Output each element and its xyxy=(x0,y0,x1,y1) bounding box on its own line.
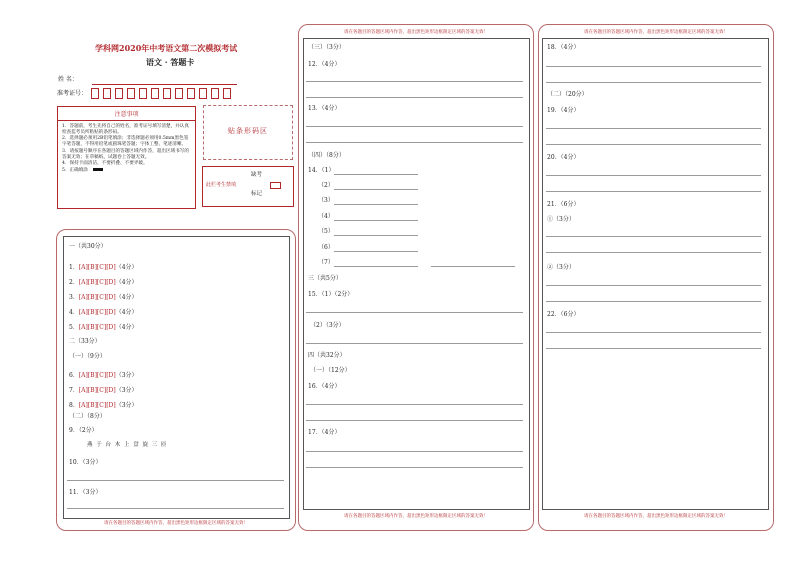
question-score: （4分） xyxy=(115,309,138,316)
question-score: （3分） xyxy=(115,387,138,394)
question-3[interactable] xyxy=(69,292,138,301)
question-14-item: （7） xyxy=(318,259,334,266)
answer-line[interactable] xyxy=(546,301,761,302)
question-7[interactable] xyxy=(69,385,138,394)
warning-text-2: 请在各题目的答题区域内作答，超出黑色矩形边框限定区域的答案无效！ xyxy=(344,30,488,35)
question-18: 18．（4分） xyxy=(547,44,580,51)
question-8[interactable] xyxy=(69,400,138,409)
note-item: 4．保持卡面清洁，不要折叠、不要弄破。 xyxy=(62,161,148,167)
answer-options[interactable]: [A][B][C][D] xyxy=(78,264,116,271)
question-13: 13．（4分） xyxy=(308,105,341,112)
answer-line[interactable] xyxy=(334,174,418,175)
answer-line[interactable] xyxy=(334,220,418,221)
id-box[interactable] xyxy=(175,88,183,99)
id-box[interactable] xyxy=(211,88,219,99)
warning-text-2-bottom: 请在各题目的答题区域内作答，超出黑色矩形边框限定区域的答案无效！ xyxy=(344,514,488,519)
question-number: 2． xyxy=(69,279,79,286)
question-11: 11．（3分） xyxy=(69,489,102,496)
note-item-correct-fill xyxy=(62,168,191,174)
question-score: （4分） xyxy=(115,264,138,271)
notes-title: 注意事项 xyxy=(58,107,195,121)
question-10: 10．（3分） xyxy=(69,459,102,466)
question-number: 8． xyxy=(69,402,79,409)
answer-line[interactable] xyxy=(67,480,284,481)
answer-options[interactable]: [A][B][C][D] xyxy=(78,279,116,286)
answer-line[interactable] xyxy=(431,266,515,267)
note-item: 3．请按题号顺序在各题目的答题区域内作答，超出区域书写的答案无效；在草稿纸、试题卷上答题无效。 xyxy=(62,148,189,160)
filled-mark-icon xyxy=(93,168,103,171)
answer-line[interactable] xyxy=(306,404,523,405)
note-item: 5．正确填涂 xyxy=(62,168,88,174)
question-15: 15．（1）（2分） xyxy=(308,291,354,298)
answer-options[interactable]: [A][B][C][D] xyxy=(78,402,116,409)
section-4-heading: 四（共32分） xyxy=(308,352,346,359)
absent-mark-box[interactable] xyxy=(270,182,281,189)
answer-line[interactable] xyxy=(306,420,523,421)
question-15-part-2: （2）（3分） xyxy=(310,322,345,329)
answer-options[interactable]: [A][B][C][D] xyxy=(78,324,116,331)
barcode-label: 贴条形码区 xyxy=(228,127,268,135)
answer-line[interactable] xyxy=(306,126,523,127)
question-score: （4分） xyxy=(115,324,138,331)
name-label: 姓 名： xyxy=(58,76,78,83)
barcode-area xyxy=(203,105,293,160)
answer-line[interactable] xyxy=(546,82,761,83)
question-score: （4分） xyxy=(115,294,138,301)
answer-line[interactable] xyxy=(306,97,523,98)
answer-options[interactable]: [A][B][C][D] xyxy=(78,387,116,394)
question-1[interactable] xyxy=(69,262,138,271)
id-box[interactable] xyxy=(163,88,171,99)
question-number: 5． xyxy=(69,324,79,331)
subsection-heading: （二）（20分） xyxy=(547,91,588,98)
id-box[interactable] xyxy=(103,88,111,99)
question-14: 14．（1） xyxy=(308,167,335,174)
id-box[interactable] xyxy=(199,88,207,99)
note-item: 1．答题前，考生先将自己的姓名，准考证号填写清楚，并认真检查监考员所粘贴的条形码。 xyxy=(62,124,189,135)
answer-line[interactable] xyxy=(334,189,418,190)
section-2-heading: 二（33分） xyxy=(69,338,101,345)
subsection-heading: （三）（3分） xyxy=(308,44,345,51)
subsection-heading: （二）（8分） xyxy=(69,413,106,420)
question-21-part-2: ②（3分） xyxy=(547,264,575,271)
id-box[interactable] xyxy=(187,88,195,99)
absent-box xyxy=(202,166,294,207)
answer-line[interactable] xyxy=(334,251,418,252)
notes-box xyxy=(57,106,196,209)
question-number: 1． xyxy=(69,264,79,271)
question-14-item: （2） xyxy=(318,182,334,189)
answer-line[interactable] xyxy=(546,285,761,286)
answer-line[interactable] xyxy=(546,66,761,67)
absent-bottom-label: 标记 xyxy=(251,191,263,197)
question-number: 7． xyxy=(69,387,79,394)
id-box[interactable] xyxy=(91,88,99,99)
exam-subtitle: 语文 · 答题卡 xyxy=(146,57,195,67)
id-box[interactable] xyxy=(151,88,159,99)
question-22: 22．（6分） xyxy=(547,311,580,318)
warning-text-3-bottom: 请在各题目的答题区域内作答，超出黑色矩形边框限定区域的答案无效！ xyxy=(584,514,728,519)
section-3-heading: 三（共5分） xyxy=(308,275,342,282)
question-2[interactable] xyxy=(69,277,138,286)
question-17: 17．（4分） xyxy=(308,429,341,436)
answer-options[interactable]: [A][B][C][D] xyxy=(78,294,116,301)
question-12: 12．（4分） xyxy=(308,61,341,68)
question-21-part-1: ①（3分） xyxy=(547,216,575,223)
answer-line[interactable] xyxy=(306,467,523,468)
question-21: 21．（6分） xyxy=(547,201,580,208)
section-1-heading: 一（共30分） xyxy=(69,243,107,250)
answer-line[interactable] xyxy=(546,191,761,192)
answer-line[interactable] xyxy=(306,343,523,344)
answer-line[interactable] xyxy=(546,252,761,253)
answer-options[interactable]: [A][B][C][D] xyxy=(78,309,116,316)
subsection-heading: （一）（12分） xyxy=(310,367,351,374)
question-20: 20．（4分） xyxy=(547,154,580,161)
subsection-heading: （四）（8分） xyxy=(308,152,345,159)
absent-top-label: 缺考 xyxy=(251,172,263,178)
warning-text-3: 请在各题目的答题区域内作答，超出黑色矩形边框限定区域的答案无效！ xyxy=(584,30,728,35)
question-16: 16．（4分） xyxy=(308,383,341,390)
id-box[interactable] xyxy=(115,88,123,99)
answer-line[interactable] xyxy=(546,348,761,349)
answer-line[interactable] xyxy=(334,235,418,236)
answer-options[interactable]: [A][B][C][D] xyxy=(78,372,116,379)
answer-line[interactable] xyxy=(306,312,523,313)
question-number: 3． xyxy=(69,294,79,301)
answer-line[interactable] xyxy=(334,204,418,205)
answer-line[interactable] xyxy=(546,144,761,145)
exam-title: 学科网2020年中考语文第二次模拟考试 xyxy=(95,43,238,53)
question-number: 4． xyxy=(69,309,79,316)
question-6[interactable] xyxy=(69,370,138,379)
absent-label: 此栏考生禁填 xyxy=(206,182,237,188)
question-14-item: （3） xyxy=(318,197,334,204)
answer-line[interactable] xyxy=(546,175,761,176)
id-label: 准考证号： xyxy=(57,90,88,97)
name-input-line[interactable] xyxy=(92,84,237,85)
question-score: （3分） xyxy=(115,402,138,409)
question-score: （4分） xyxy=(115,279,138,286)
id-box[interactable] xyxy=(127,88,135,99)
question-5[interactable] xyxy=(69,322,138,331)
answer-line[interactable] xyxy=(546,332,761,333)
answer-line[interactable] xyxy=(67,508,284,509)
answer-line[interactable] xyxy=(546,128,761,129)
answer-line[interactable] xyxy=(306,81,523,82)
question-9-sentence: 燕 于 台 木 上 盘 旋 三 匝 xyxy=(87,442,168,448)
question-4[interactable] xyxy=(69,307,138,316)
note-item: 2．选择题必须用2B铅笔填涂；非选择题必须用0.5mm黑色签字笔答题，不得用铅笔或圆珠笔答题；字体工整、笔迹清晰。 xyxy=(62,136,189,148)
question-number: 6． xyxy=(69,372,79,379)
id-box[interactable] xyxy=(139,88,147,99)
answer-line[interactable] xyxy=(334,266,418,267)
question-score: （3分） xyxy=(115,372,138,379)
answer-line[interactable] xyxy=(306,451,523,452)
warning-text-1: 请在各题目的答题区域内作答，超出黑色矩形边框限定区域的答案无效！ xyxy=(104,521,248,526)
question-14-item: （6） xyxy=(318,244,334,251)
answer-line[interactable] xyxy=(306,142,523,143)
subsection-heading: （一）（9分） xyxy=(69,353,106,360)
answer-line[interactable] xyxy=(546,236,761,237)
question-14-item: （4） xyxy=(318,213,334,220)
id-box[interactable] xyxy=(223,88,231,99)
question-9: 9．（2分） xyxy=(69,427,98,434)
question-19: 19．（4分） xyxy=(547,107,580,114)
question-14-item: （5） xyxy=(318,228,334,235)
